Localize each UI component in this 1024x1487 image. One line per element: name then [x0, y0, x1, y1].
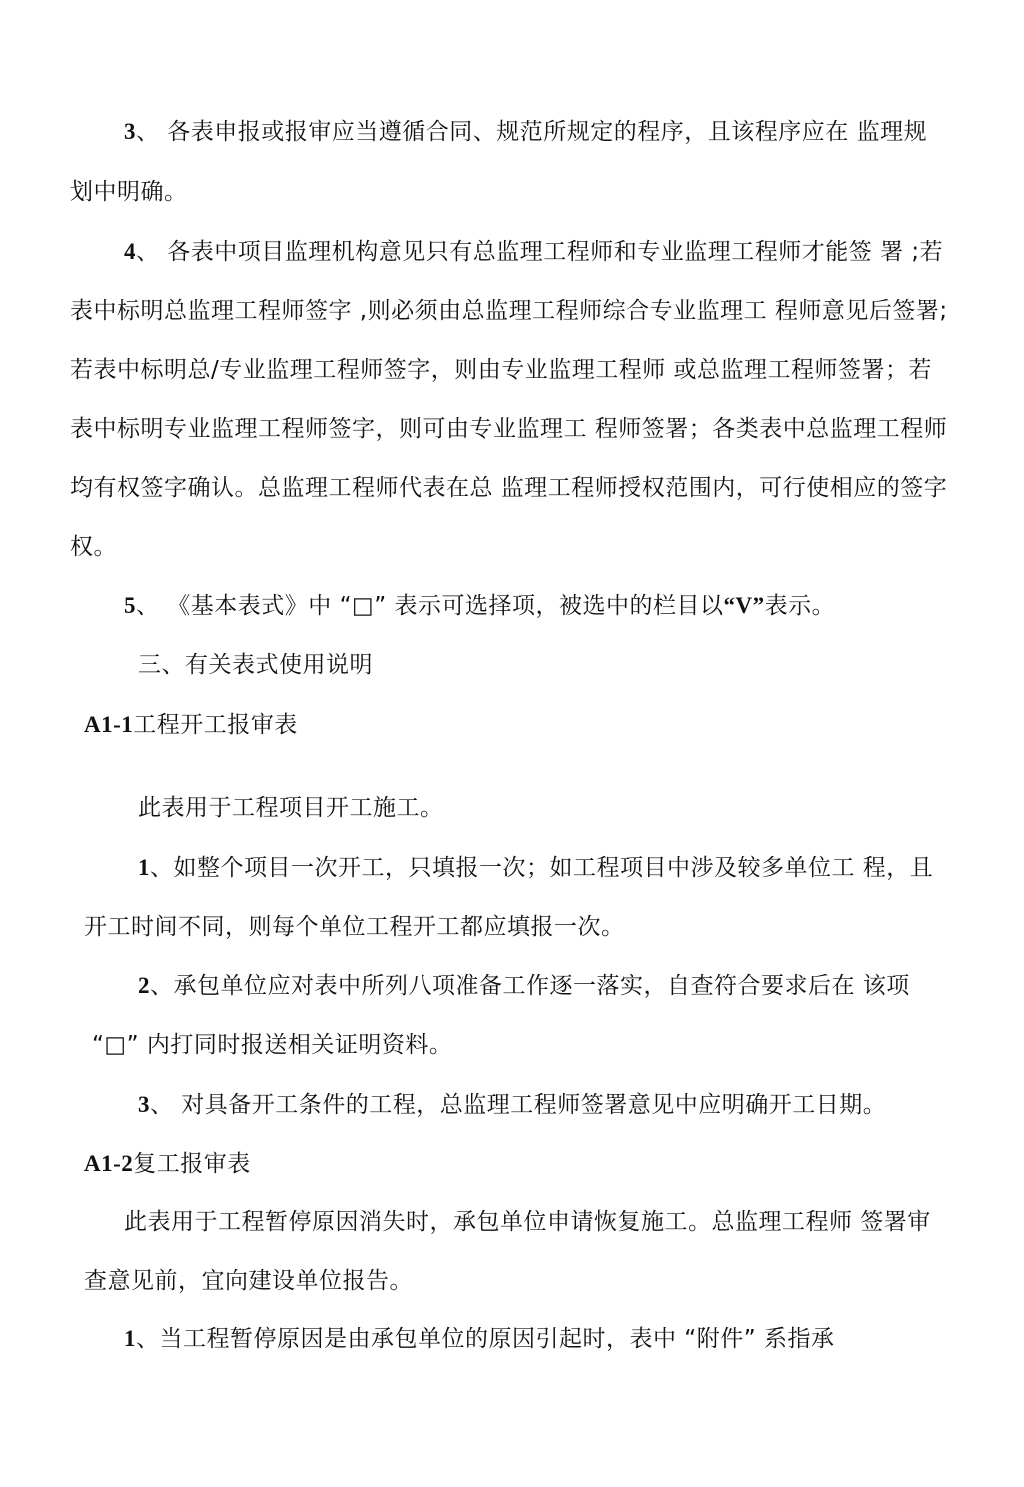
section-heading: 三、有关表式使用说明 — [138, 652, 373, 678]
para-4-line-2: 表中标明总监理工程师签字 ,则必须由总监理工程师综合专业监理工 程师意见后签署; — [70, 298, 948, 324]
a1-2-item-1-line — [124, 1324, 834, 1354]
a1-1-item-3-number: 3 — [138, 1092, 150, 1117]
a1-1-item-2-text: 、承包单位应对表中所列八项准备工作逐一落实，自查符合要求后在 该项 — [150, 973, 910, 999]
a1-2-title: 复工报审表 — [133, 1151, 251, 1177]
a1-1-item-1-line-1 — [138, 853, 933, 883]
para-4-line-3: 若表中标明总/专业监理工程师签字，则由专业监理工程师 或总监理工程师签署；若 — [70, 357, 933, 383]
a1-1-item-1-number: 1 — [138, 855, 150, 880]
para-5-text-a: 、 《基本表式》中 “□” 表示可选择项，被选中的栏目以 — [136, 593, 724, 619]
para-3-line-2: 划中明确。 — [70, 179, 188, 205]
para-5-text-b: 表示。 — [764, 593, 836, 619]
a1-1-title: 工程开工报审表 — [133, 712, 298, 738]
para-3-line-1 — [124, 117, 927, 147]
a1-2-intro-line-1: 此表用于工程暂停原因消失时，承包单位申请恢复施工。总监理工程师 签署审 — [124, 1209, 931, 1235]
a1-1-heading — [84, 710, 298, 740]
a1-1-item-2-line-1 — [138, 971, 910, 1001]
a1-2-item-1-text: 、当工程暂停原因是由承包单位的原因引起时，表中 “附件” 系指承 — [136, 1326, 835, 1352]
para-3-number: 3 — [124, 119, 136, 144]
a1-1-intro: 此表用于工程项目开工施工。 — [138, 795, 444, 821]
para-4-line-1 — [124, 237, 943, 267]
para-5-v-mark: “V” — [723, 593, 765, 618]
para-4-text: 、 各表中项目监理机构意见只有总监理工程师和专业监理工程师才能签 署 ;若 — [136, 239, 944, 265]
a1-1-item-1-text: 、如整个项目一次开工，只填报一次；如工程项目中涉及较多单位工 程，且 — [150, 855, 934, 881]
para-4-line-4: 表中标明专业监理工程师签字，则可由专业监理工 程师签署；各类表中总监理工程师 — [70, 416, 948, 442]
para-5-line — [124, 591, 835, 621]
a1-2-code: A1-2 — [84, 1151, 134, 1176]
a1-2-heading — [84, 1149, 251, 1179]
para-4-line-5: 均有权签字确认。总监理工程师代表在总 监理工程师授权范围内，可行使相应的签字 — [70, 475, 948, 501]
a1-1-item-2-number: 2 — [138, 973, 150, 998]
para-4-line-6: 权。 — [70, 534, 117, 560]
a1-2-item-1-number: 1 — [124, 1326, 136, 1351]
para-4-number: 4 — [124, 239, 136, 264]
a1-1-item-3-line — [138, 1090, 886, 1120]
para-3-text: 、 各表申报或报审应当遵循合同、规范所规定的程序，且该程序应在 监理规 — [136, 119, 928, 145]
a1-1-code: A1-1 — [84, 712, 134, 737]
a1-1-item-1-line-2: 开工时间不同，则每个单位工程开工都应填报一次。 — [84, 914, 625, 940]
a1-1-item-3-text: 、 对具备开工条件的工程，总监理工程师签署意见中应明确开工日期。 — [150, 1092, 887, 1118]
a1-2-intro-line-2: 查意见前，宜向建设单位报告。 — [84, 1268, 413, 1294]
a1-1-item-2-line-2: “□” 内打同时报送相关证明资料。 — [92, 1032, 453, 1058]
para-5-number: 5 — [124, 593, 136, 618]
